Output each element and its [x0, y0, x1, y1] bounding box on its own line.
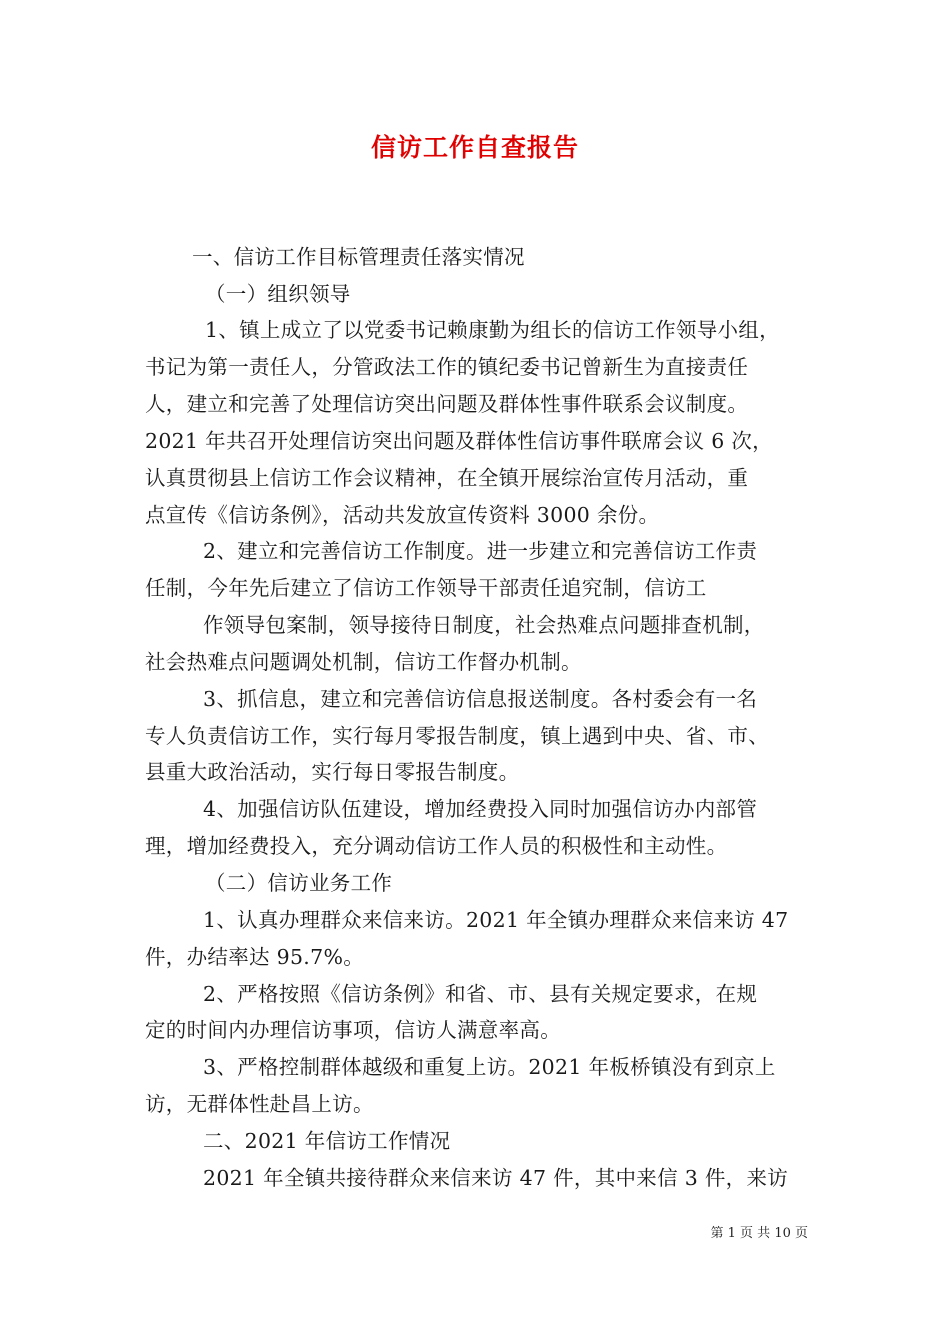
paragraph-line: 2021 年共召开处理信访突出问题及群体性信访事件联席会议 6 次， [145, 429, 773, 453]
paragraph-line: 专人负责信访工作，实行每月零报告制度，镇上遇到中央、省、市、 [145, 724, 769, 748]
paragraph-line: 访，无群体性赴昌上访。 [145, 1092, 374, 1116]
paragraph-line: 点宣传《信访条例》，活动共发放宣传资料 3000 余份。 [145, 503, 660, 527]
paragraph-line: 2、严格按照《信访条例》和省、市、县有关规定要求，在规 [203, 982, 758, 1006]
paragraph-line: 认真贯彻县上信访工作会议精神，在全镇开展综治宣传月活动，重 [145, 466, 749, 490]
paragraph-line: 1、认真办理群众来信来访。2021 年全镇办理群众来信来访 47 [203, 908, 789, 932]
paragraph-line: 人，建立和完善了处理信访突出问题及群体性事件联系会议制度。 [145, 392, 749, 416]
paragraph-line: 作领导包案制，领导接待日制度，社会热难点问题排查机制， [203, 613, 765, 637]
paragraph-line: 2、建立和完善信访工作制度。进一步建立和完善信访工作责 [203, 539, 758, 563]
paragraph-line: 理，增加经费投入，充分调动信访工作人员的积极性和主动性。 [145, 834, 728, 858]
paragraph-line: 2021 年全镇共接待群众来信来访 47 件，其中来信 3 件，来访 [203, 1166, 789, 1190]
paragraph-line: 3、抓信息，建立和完善信访信息报送制度。各村委会有一名 [203, 687, 758, 711]
section-heading: 二、2021 年信访工作情况 [203, 1129, 451, 1153]
paragraph-line: 书记为第一责任人，分管政法工作的镇纪委书记曾新生为直接责任 [145, 355, 749, 379]
paragraph-line: 县重大政治活动，实行每日零报告制度。 [145, 760, 520, 784]
paragraph-line: 4、加强信访队伍建设，增加经费投入同时加强信访办内部管 [203, 797, 758, 821]
document-title: 信访工作自查报告 [370, 133, 579, 162]
subsection-heading: （二）信访业务工作 [205, 871, 393, 895]
paragraph-line: 3、严格控制群体越级和重复上访。2021 年板桥镇没有到京上 [203, 1055, 776, 1079]
paragraph-line: 社会热难点问题调处机制，信访工作督办机制。 [145, 650, 582, 674]
subsection-heading: （一）组织领导 [205, 282, 351, 306]
page-number-footer: 第 1 页 共 10 页 [710, 1226, 808, 1241]
paragraph-line: 1、镇上成立了以党委书记赖康勤为组长的信访工作领导小组， [205, 318, 780, 342]
paragraph-line: 定的时间内办理信访事项，信访人满意率高。 [145, 1018, 561, 1042]
paragraph-line: 件，办结率达 95.7%。 [145, 945, 365, 969]
paragraph-line: 任制，今年先后建立了信访工作领导干部责任追究制，信访工 [145, 576, 707, 600]
section-heading: 一、信访工作目标管理责任落实情况 [192, 245, 525, 269]
